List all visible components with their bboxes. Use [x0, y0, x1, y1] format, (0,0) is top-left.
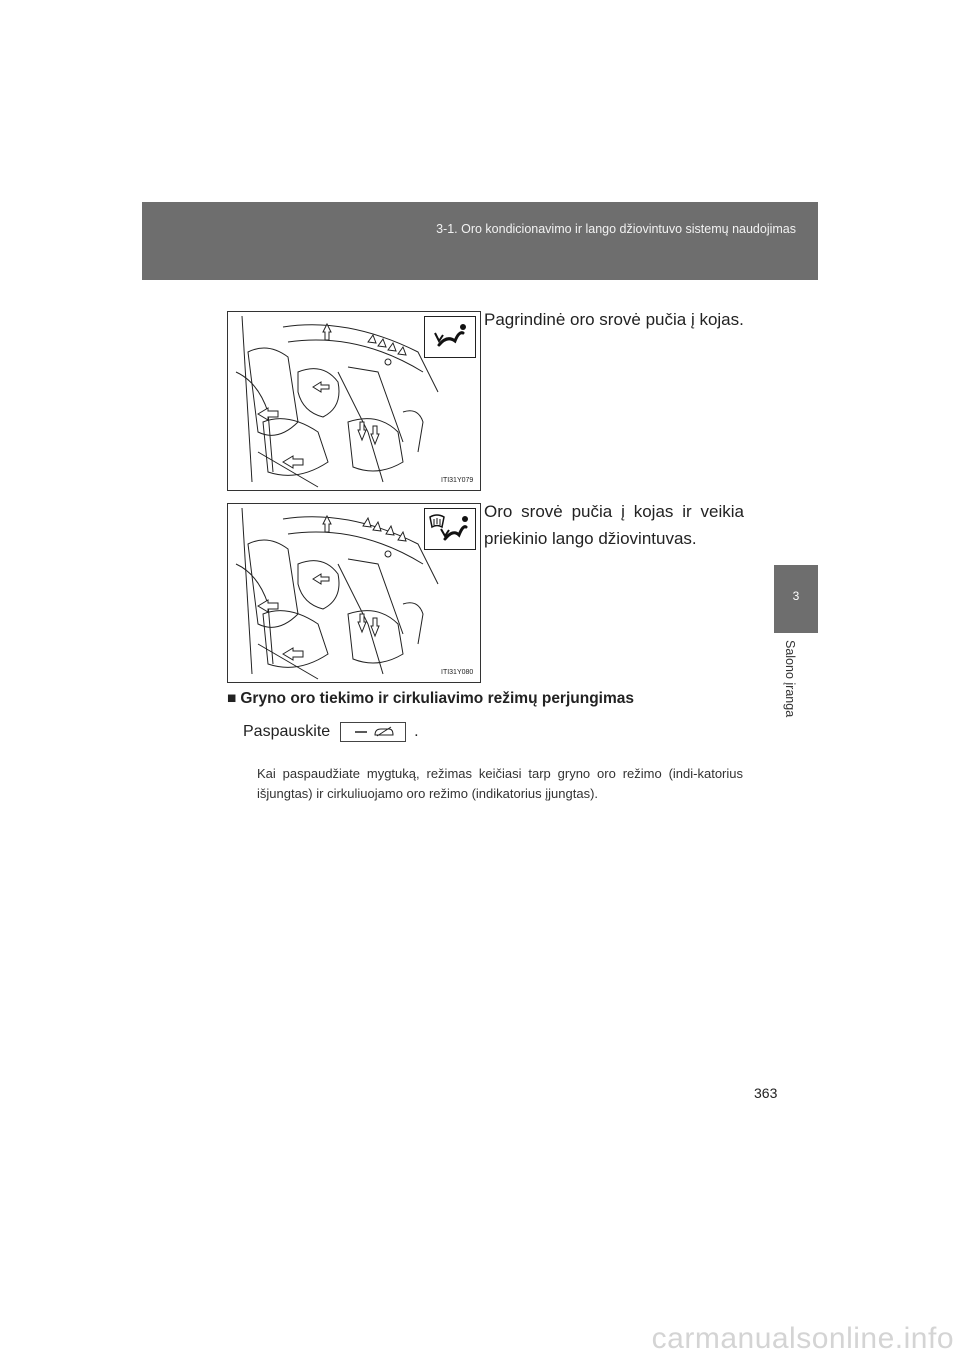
header-bar	[142, 202, 818, 280]
figure-code: ITI31Y079	[441, 477, 474, 484]
feet-airflow-icon	[424, 316, 476, 358]
section-heading-text: Gryno oro tiekimo ir cirkuliavimo režimų perjungimas	[240, 690, 635, 707]
chapter-tab	[774, 565, 818, 633]
chapter-label: Salono įranga	[783, 640, 797, 718]
instruction-text: Paspauskite	[243, 723, 331, 740]
section-marker: ■	[227, 690, 237, 707]
recirculation-button-icon	[340, 722, 406, 742]
instruction-line	[243, 722, 419, 742]
chapter-number: 3	[792, 589, 800, 603]
page-number: 363	[754, 1085, 778, 1101]
instruction-note: Kai paspaudžiate mygtuką, režimas keičiasi tarp gryno oro režimo (indi-katorius išjungtas) ir cirkuliuojamo oro režimo (indikatorius įjungtas).	[257, 766, 743, 801]
cabin-airflow-illustration-feet-defrost	[227, 503, 481, 683]
cabin-airflow-illustration-feet	[227, 311, 481, 491]
section-heading	[227, 690, 634, 708]
feet-and-defrost-airflow-icon	[424, 508, 476, 550]
airflow-mode-description: Pagrindinė oro srovė pučia į kojas.	[484, 310, 744, 329]
figure-code: ITI31Y080	[441, 669, 474, 676]
airflow-mode-description: Oro srovė pučia į kojas ir veikia priekinio lango džiovintuvas.	[484, 502, 744, 548]
instruction-end: .	[414, 723, 419, 740]
watermark: carmanualsonline.info	[651, 1322, 954, 1355]
section-header-title: 3-1. Oro kondicionavimo ir lango džiovintuvo sistemų naudojimas	[436, 222, 796, 236]
